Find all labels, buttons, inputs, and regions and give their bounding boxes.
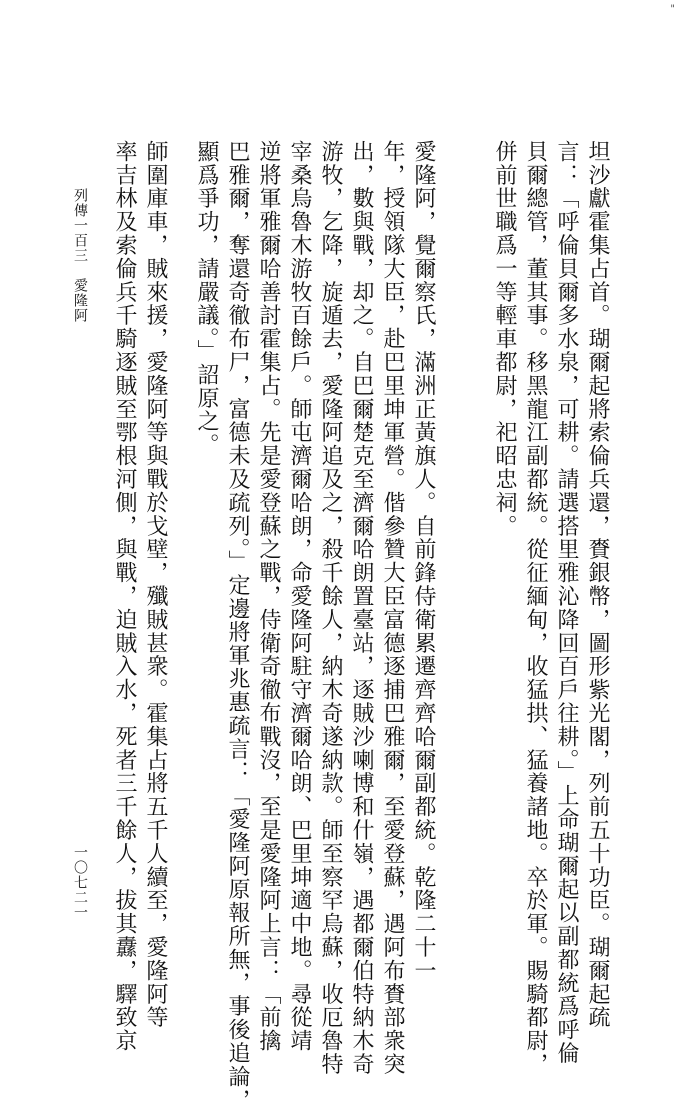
text-column-1: 坦沙獻霍集占首。瑚爾起將索倫兵還，賚銀幣，圖形紫光閣，列前五十功臣。瑚爾起疏 (585, 140, 610, 1030)
text-column-4: 併前世職爲一等輕車都尉，祀昭忠祠。 (492, 140, 517, 538)
text-column-13: 師圍庫車，賊來援，愛隆阿等與戰於戈壁，殲賊甚衆。霍集占將五千人續至，愛隆阿等 (143, 140, 168, 1030)
running-header-title: 列傳一百三 愛隆阿 (72, 188, 88, 323)
text-column-6: 年，授領隊大臣，赴巴里坤軍營。偕參贊大臣富德逐捕巴雅爾，至愛登蘇，遇阿布賚部衆突 (380, 140, 405, 1076)
corner-mark: " (670, 4, 675, 15)
text-column-7: 出，數與戰，却之。自巴爾楚克至濟爾哈朗置臺站，逐賊沙喇博和什嶺，遇都爾伯特納木奇 (349, 140, 374, 1076)
text-column-3: 貝爾總管，董其事。移黑龍江副都統。從征緬甸，收猛拱、猛養諸地。卒於軍。賜騎都尉， (523, 140, 548, 1076)
text-column-5: 愛隆阿，覺爾察氏，滿洲正黃旗人。自前鋒侍衛累遷齊齊哈爾副都統。乾隆二十一 (411, 140, 436, 983)
text-column-2: 言：「呼倫貝爾多水泉，可耕。請選搭里雅沁降回百戶往耕。」上命瑚爾起以副都統爲呼倫 (554, 140, 579, 1065)
text-column-9: 宰桑烏魯木游牧百餘戶。師屯濟爾哈朗，命愛隆阿駐守濟爾哈朗、巴里坤適中地。尋從靖 (287, 140, 312, 1053)
text-column-8: 游牧，乞降，旋遁去，愛隆阿追及之，殺千餘人，納木奇遂納款。師至察罕烏蘇，收厄魯特 (318, 140, 343, 1076)
text-column-12: 顯爲爭功，請嚴議。」詔原之。 (194, 140, 219, 457)
text-column-14: 率吉林及索倫兵千騎逐賊至鄂根河側，與戰，迫賊入水，死者三千餘人，拔其纛，驛致京 (112, 140, 137, 1053)
page-number: 一〇七二一 (72, 845, 88, 920)
text-column-10: 逆將軍雅爾哈善討霍集占。先是愛登蘇之戰，侍衛奇徹布戰沒，至是愛隆阿上言：「前擒 (256, 140, 281, 1053)
text-column-11: 巴雅爾，奪還奇徹布尸，富德未及疏列。」定邊將軍兆惠疏言：「愛隆阿原報所無，事後追論， (225, 140, 250, 1112)
